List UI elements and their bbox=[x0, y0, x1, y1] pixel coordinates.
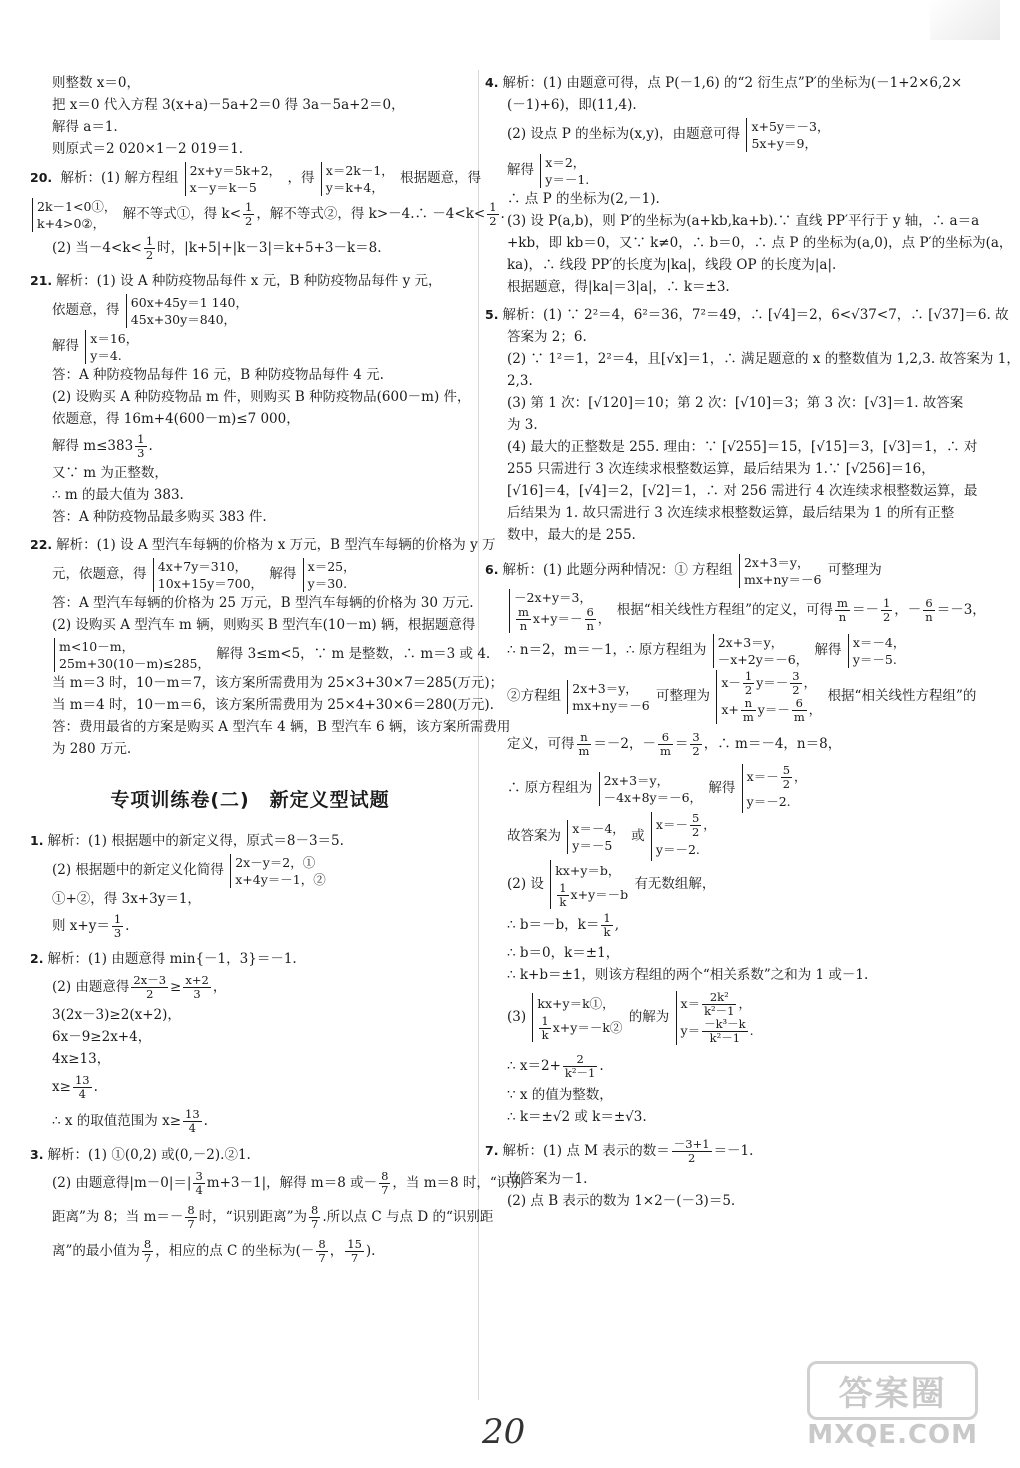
text-line: ∴ k＝±√2 或 k＝±√3. bbox=[507, 1109, 647, 1125]
equation-system: x＝25， y＝30. bbox=[303, 558, 356, 592]
text: ， bbox=[212, 979, 227, 995]
fraction: $\frac{8}{7}$ bbox=[187, 1203, 195, 1231]
text: . bbox=[125, 918, 130, 934]
text-line: ∴ k+b＝±1，则该方程组的两个“相关系数”之和为 1 或－1. bbox=[507, 967, 869, 983]
text: 解析：(1) 由题意可得，点 P(－1,6) 的“2 衍生点”P′的坐标为(－1+2×6,2× bbox=[502, 75, 963, 91]
text-line: 答：A 型汽车每辆的价格为 25 万元，B 型汽车每辆的价格为 30 万元. bbox=[52, 595, 474, 611]
text-line: 3(2x－3)≥2(x+2)， bbox=[52, 1007, 181, 1023]
fraction: $\frac{1}{2}$ bbox=[145, 234, 154, 262]
text-line: ∴ b＝0，k＝±1， bbox=[507, 945, 620, 961]
text: ＝ bbox=[674, 736, 689, 752]
equation-system: －2x+y＝3， $\frac{m}{n}$ x+y＝－ $\frac{6}{n}$ ， bbox=[509, 589, 610, 633]
text-line: 数中，最大的是 255. bbox=[507, 527, 636, 543]
text-line: (2) 设购买 A 型汽车 m 辆，则购买 B 型汽车(10－m) 辆，根据题意得 bbox=[52, 617, 476, 633]
fraction: $\frac{n}{m}$ bbox=[578, 730, 590, 758]
text: . bbox=[500, 206, 505, 222]
text-line: (4) 最大的正整数是 255. 理由：∵ [√255]＝15，[√15]＝3，[√3]＝1，∴ 对 bbox=[507, 439, 978, 455]
p2-line1 bbox=[30, 948, 470, 970]
p3-line3 bbox=[30, 1200, 494, 1234]
p2-line6 bbox=[30, 1070, 470, 1104]
p3-line2 bbox=[30, 1166, 524, 1200]
text: .所以点 C 与点 D 的“识别距 bbox=[322, 1209, 494, 1225]
text-line: 又∵ m 为正整数， bbox=[52, 465, 168, 481]
text-line: (3) 第 1 次：[√120]＝10；第 2 次：[√10]＝3；第 3 次：[√3]＝1. 故答案 bbox=[507, 395, 964, 411]
equation-system: 2x+3＝y， mx+ny＝－6 bbox=[567, 680, 649, 714]
fraction: $\frac{1}{2}$ bbox=[882, 596, 891, 624]
text: ＝－1. bbox=[713, 1143, 754, 1159]
q6-line3 bbox=[485, 632, 955, 668]
right-column bbox=[485, 72, 1020, 1212]
text: 解得 bbox=[814, 642, 842, 658]
text: 距离”为 8；当 m＝－ bbox=[52, 1209, 184, 1225]
q22-line1 bbox=[30, 534, 496, 556]
question-number: 2. bbox=[30, 951, 44, 966]
equation-system: kx+y＝k①， $\frac{1}{k}$ x+y＝－k② bbox=[532, 993, 622, 1042]
text: 解析：(1) ①(0,2) 或(0,－2).②1. bbox=[47, 1147, 251, 1163]
text-line: 则整数 x＝0， bbox=[52, 75, 140, 91]
q20-line3 bbox=[30, 232, 470, 264]
text-line: +kb，即 kb＝0，又∵ k≠0，∴ b＝0，∴ 点 P 的坐标为(a,0)，点 P′的坐标为(a， bbox=[507, 235, 1013, 251]
text-line: 根据题意，得|ka|＝3|a|，∴ k＝±3. bbox=[507, 279, 730, 295]
text-line: 4x≥13， bbox=[52, 1051, 111, 1067]
text: 根据题意，得 bbox=[400, 170, 482, 186]
fraction: $\frac{x+2}{3}$ bbox=[185, 973, 209, 1001]
q20-line2 bbox=[30, 196, 505, 232]
text-line: 当 m＝4 时，10－m＝6，该方案所需费用为 25×4+30×6＝280(万元). bbox=[52, 697, 494, 713]
text: 时，“识别距离”为 bbox=[198, 1209, 308, 1225]
text: ∴ b＝－b，k＝ bbox=[507, 917, 600, 933]
q21-line3 bbox=[30, 328, 470, 364]
equation-system: x＝－ $\frac{5}{2}$ ， y＝－2. bbox=[742, 764, 807, 813]
fraction: $\frac{3}{2}$ bbox=[692, 730, 700, 758]
text: ，当 m＝8 时，“识别 bbox=[392, 1175, 524, 1191]
question-number: 3. bbox=[30, 1147, 44, 1162]
fraction: $\frac{2}{\text{k²－1}}$ bbox=[564, 1052, 596, 1080]
equation-system: x＝2， y＝－1. bbox=[540, 154, 589, 188]
left-column bbox=[30, 72, 524, 1268]
text: (2) 由题意得 bbox=[52, 979, 130, 995]
text: 解得 bbox=[269, 566, 297, 582]
question-number: 6. bbox=[485, 562, 499, 577]
inequality-system: m<10－m， 25m+30(10－m)≤285， bbox=[54, 638, 210, 672]
text: (2) 根据题中的新定义化简得 bbox=[52, 862, 224, 878]
equation-system: x＝－4， y＝－5 bbox=[567, 820, 625, 854]
p2-line2 bbox=[30, 970, 470, 1004]
text-line: 当 m＝3 时，10－m＝7，该方案所需费用为 25×3+30×7＝285(万元)； bbox=[52, 675, 504, 691]
section-title: 专项训练卷(二) 新定义型试题 bbox=[110, 789, 390, 811]
fraction: $\frac{13}{4}$ bbox=[185, 1107, 200, 1135]
question-number: 4. bbox=[485, 75, 499, 90]
text: . bbox=[93, 1079, 98, 1095]
text: ≥ bbox=[170, 979, 182, 995]
text: (2) 设 bbox=[507, 876, 544, 892]
text: ∴ n＝2，m＝－1，∴ 原方程组为 bbox=[507, 642, 707, 658]
text: (2) 由题意得|m－0|＝| bbox=[52, 1175, 192, 1191]
text-line: 后结果为 1. 故只需进行 3 次连续求根整数运算，最后结果为 1 的所有正整 bbox=[507, 505, 955, 521]
text: 可整理为 bbox=[656, 688, 711, 704]
text: 可整理为 bbox=[827, 562, 882, 578]
text: (2) 当－4<k< bbox=[52, 240, 142, 256]
text-line: 255 只需进行 3 次连续求根整数运算，最后结果为 1.∵ [√256]＝16， bbox=[507, 461, 935, 477]
question-number: 21. bbox=[30, 273, 53, 288]
text: ∴ 原方程组为 bbox=[507, 780, 593, 796]
text: ＝－ bbox=[851, 602, 879, 618]
equation-system: x－ $\frac{1}{2}$ y＝－ $\frac{3}{2}$ ， x+ $\frac{n}{m}$ y＝－ $\frac{6}{m}$ ， bbox=[716, 670, 821, 724]
text: 解析：(1) 解方程组 bbox=[60, 170, 179, 186]
text: 或 bbox=[631, 828, 645, 844]
fraction: $\frac{1}{2}$ bbox=[489, 200, 497, 228]
text: ，－ bbox=[894, 602, 922, 618]
fraction: $\frac{6}{m}$ bbox=[660, 730, 671, 758]
question-number: 20. bbox=[30, 170, 53, 185]
text: 则 x+y＝ bbox=[52, 918, 110, 934]
equation-system: x+5y＝－3， 5x+y＝9， bbox=[746, 118, 829, 152]
text: 解析：(1) 设 A 型汽车每辆的价格为 x 万元，B 型汽车每辆的价格为 y 万 bbox=[56, 537, 496, 553]
text: 解得 m≤383 bbox=[52, 438, 134, 454]
text: 解析：(1) 由题意得 min{－1，3}＝－1. bbox=[47, 951, 297, 967]
q7-line1 bbox=[485, 1134, 955, 1168]
q6-line6 bbox=[485, 764, 955, 812]
fraction: $\frac{8}{7}$ bbox=[318, 1237, 326, 1265]
fraction: $\frac{1}{2}$ bbox=[245, 200, 253, 228]
text: 时，|k+5|+|k－3|＝k+5+3－k＝8. bbox=[157, 240, 382, 256]
q4-line1 bbox=[485, 72, 963, 94]
text: ). bbox=[365, 1243, 376, 1259]
text: 根据“相关线性方程组”的定义，可得 bbox=[616, 602, 834, 618]
text-line: 为 3. bbox=[507, 417, 538, 433]
text: . bbox=[203, 1113, 208, 1129]
q6-line8 bbox=[485, 860, 955, 908]
p1-line4 bbox=[30, 910, 470, 942]
p1-line2 bbox=[30, 852, 470, 888]
text-line: (3) 设 P(a,b)，则 P′的坐标为(a+kb,ka+b).∵ 直线 PP′平行于 y 轴，∴ a＝a bbox=[507, 213, 980, 229]
fraction: $\frac{8}{7}$ bbox=[381, 1169, 389, 1197]
text: ②方程组 bbox=[507, 688, 561, 704]
fraction: $\frac{m}{n}$ bbox=[837, 596, 848, 624]
text-line: ∴ 点 P 的坐标为(2,－1). bbox=[507, 191, 660, 207]
fraction: $\frac{8}{7}$ bbox=[311, 1203, 319, 1231]
text: 解析：(1) 根据题中的新定义得，原式＝8－3＝5. bbox=[47, 833, 344, 849]
fraction: $\frac{6}{n}$ bbox=[925, 596, 933, 624]
question-number: 1. bbox=[30, 833, 44, 848]
equation-system: x＝16， y＝4. bbox=[85, 330, 138, 364]
watermark-logo bbox=[807, 1361, 978, 1450]
fraction: $\frac{2x-3}{2}$ bbox=[133, 973, 167, 1001]
text-line: 答：A 种防疫物品最多购买 383 件. bbox=[52, 509, 267, 525]
text-line: 答：A 种防疫物品每件 16 元，B 种防疫物品每件 4 元. bbox=[52, 367, 384, 383]
question-number: 22. bbox=[30, 537, 53, 552]
q6-line12 bbox=[485, 986, 955, 1048]
equation-system: 4x+7y＝310， 10x+15y＝700， bbox=[153, 558, 263, 592]
text: 解析：(1) 此题分两种情况：① 方程组 bbox=[502, 562, 733, 578]
question-number: 5. bbox=[485, 307, 499, 322]
fraction: $\frac{13}{4}$ bbox=[74, 1073, 90, 1101]
text: 离”的最小值为 bbox=[52, 1243, 140, 1259]
q22-line2 bbox=[30, 556, 470, 592]
text: ，相应的点 C 的坐标为(－ bbox=[155, 1243, 315, 1259]
q6-line9 bbox=[485, 908, 955, 942]
fraction: $\frac{15}{7}$ bbox=[347, 1237, 362, 1265]
text-line: ka)，∴ 线段 PP′的长度为|ka|，线段 OP 的长度为|a|. bbox=[507, 257, 837, 273]
equation-system: x＝－4， y＝－5. bbox=[848, 634, 906, 668]
q6-line4 bbox=[485, 668, 977, 724]
text: 故答案为 bbox=[507, 828, 561, 844]
text: 有无数组解， bbox=[634, 876, 716, 892]
text-line: 则原式＝2 020×1－2 019＝1. bbox=[52, 141, 244, 157]
text: (2) 设点 P 的坐标为(x,y)，由题意可得 bbox=[507, 126, 741, 142]
equation-system: 2x+3＝y， －x+2y＝－6， bbox=[713, 634, 809, 668]
text: 解析：(1) ∵ 2²＝4，6²＝36，7²＝49，∴ [√4]＝2，6<√37<7，∴ [√37]＝6. 故 bbox=[502, 307, 1009, 323]
q5-line1 bbox=[485, 304, 1009, 326]
text-line: (2) 设购买 A 种防疫物品 m 件，则购买 B 种防疫物品(600－m) 件， bbox=[52, 389, 471, 405]
text: 解析：(1) 设 A 种防疫物品每件 x 元，B 种防疫物品每件 y 元， bbox=[56, 273, 442, 289]
q4-line4 bbox=[485, 152, 955, 188]
inequality-system: 2k－1<0①， k+4>0②， bbox=[32, 198, 116, 232]
text-line: (2) 点 B 表示的数为 1×2－(－3)＝5. bbox=[507, 1193, 736, 1209]
equation-system: 2x+3＝y， －4x+8y＝－6， bbox=[599, 772, 702, 806]
fraction: $\frac{3}{4}$ bbox=[195, 1169, 203, 1197]
text: , bbox=[614, 917, 619, 933]
text: x≥ bbox=[52, 1079, 71, 1095]
equation-system: x＝－ $\frac{5}{2}$ ， y＝－2. bbox=[651, 812, 716, 861]
text: ∴ x＝2+ bbox=[507, 1058, 561, 1074]
page-corner bbox=[930, 0, 1000, 40]
q6-line5 bbox=[485, 724, 955, 764]
text: ，∴ m＝－4，n＝8， bbox=[703, 736, 842, 752]
text: 的解为 bbox=[628, 1009, 670, 1025]
text: ，得 bbox=[287, 170, 315, 186]
text: ＝－2，－ bbox=[593, 736, 656, 752]
text: 解得 bbox=[708, 780, 736, 796]
q21-line2 bbox=[30, 292, 470, 328]
equation-system: 60x+45y＝1 140， 45x+30y＝840， bbox=[126, 294, 248, 328]
equation-system: kx+y＝b， $\frac{1}{k}$ x+y＝－b bbox=[550, 860, 628, 909]
text: ∴ x 的取值范围为 x≥ bbox=[52, 1113, 182, 1129]
fraction: $\frac{1}{3}$ bbox=[113, 912, 122, 940]
q6-line13 bbox=[485, 1048, 955, 1084]
p3-line1 bbox=[30, 1144, 470, 1166]
fraction: $\frac{1}{k}$ bbox=[603, 911, 611, 939]
text-line: (－1)+6)，即(11,4). bbox=[507, 97, 637, 113]
watermark-url: MXQE.COM bbox=[807, 1420, 978, 1450]
text: ＝－3， bbox=[936, 602, 986, 618]
question-number: 7. bbox=[485, 1143, 499, 1158]
q4-line3 bbox=[485, 116, 955, 152]
text-line: 依题意，得 16m+4(600－m)≤7 000， bbox=[52, 411, 300, 427]
text-line: (2) ∵ 1²＝1，2²＝4，且[√x]＝1，∴ 满足题意的 x 的整数值为 1,2,3. 故答案为 1， bbox=[507, 351, 1020, 367]
text: . bbox=[599, 1058, 604, 1074]
text: 依题意，得 bbox=[52, 302, 120, 318]
fraction: $\frac{8}{7}$ bbox=[143, 1237, 152, 1265]
text-line: 2,3. bbox=[507, 373, 533, 389]
q21-line7 bbox=[30, 430, 470, 462]
fraction: $\frac{-3+1}{2}$ bbox=[673, 1137, 710, 1165]
text: 解不等式①，得 k< bbox=[122, 206, 242, 222]
p1-line1 bbox=[30, 830, 470, 852]
text: . bbox=[148, 438, 153, 454]
equation-system: 2x－y＝2，① x+4y＝－1，② bbox=[230, 854, 326, 888]
page-number: 20 bbox=[482, 1412, 526, 1452]
text: 解得 bbox=[52, 338, 79, 354]
equation-system: 2x+3＝y， mx+ny＝－6 bbox=[739, 554, 821, 588]
text: 元，依题意，得 bbox=[52, 566, 147, 582]
equation-system: x＝2k－1， y＝k+4， bbox=[321, 162, 394, 196]
text-line: ∴ m 的最大值为 383. bbox=[52, 487, 184, 503]
text: 解得 bbox=[507, 162, 534, 178]
fraction: $\frac{1}{3}$ bbox=[137, 432, 145, 460]
p3-line4 bbox=[30, 1234, 470, 1268]
text-line: 答案为 2；6. bbox=[507, 329, 587, 345]
q6-line2 bbox=[485, 588, 986, 633]
text: ， bbox=[329, 1243, 344, 1259]
text-line: 答：费用最省的方案是购买 A 型汽车 4 辆，B 型汽车 6 辆，该方案所需费用 bbox=[52, 719, 511, 735]
text: 根据“相关线性方程组”的 bbox=[827, 688, 977, 704]
text: 解得 3≤m<5，∵ m 是整数，∴ m＝3 或 4. bbox=[216, 646, 491, 662]
text: 定义，可得 bbox=[507, 736, 575, 752]
text-line: 把 x＝0 代入方程 3(x+a)－5a+2＝0 得 3a－5a+2＝0， bbox=[52, 97, 405, 113]
p2-line7 bbox=[30, 1104, 470, 1138]
text-line: 为 280 万元. bbox=[52, 741, 132, 757]
text: m+3－1|，解得 m＝8 或－ bbox=[206, 1175, 378, 1191]
equation-system: x＝ $\frac{\text{2k²}}{\text{k²－1}}$ ， y＝ $\frac{\text{－k³－k}}{\text{k²－1}}$ . bbox=[676, 991, 754, 1045]
text-line: 6x－9≥2x+4， bbox=[52, 1029, 152, 1045]
text: 解析：(1) 点 M 表示的数＝ bbox=[502, 1143, 670, 1159]
text-line: [√16]＝4，[√4]＝2，[√2]＝1，∴ 对 256 需进行 4 次连续求根整数运算，最 bbox=[507, 483, 978, 499]
text: (3) bbox=[507, 1009, 527, 1025]
text-line: ①+②，得 3x+3y＝1， bbox=[52, 891, 201, 907]
q21-line1 bbox=[30, 270, 470, 292]
text-line: 解得 a＝1. bbox=[52, 119, 118, 135]
q20-line1 bbox=[30, 160, 482, 196]
watermark-text: 答案圈 bbox=[807, 1361, 978, 1420]
q6-line1 bbox=[485, 552, 955, 588]
q6-line7 bbox=[485, 812, 955, 860]
text-line: ∵ x 的值为整数， bbox=[507, 1087, 613, 1103]
equation-system: 2x+y＝5k+2， x－y＝k－5 bbox=[185, 162, 282, 196]
text-line: 故答案为－1. bbox=[507, 1171, 588, 1187]
q22-line5 bbox=[30, 636, 491, 672]
text: ，解不等式②，得 k>－4.∴ －4<k< bbox=[256, 206, 486, 222]
